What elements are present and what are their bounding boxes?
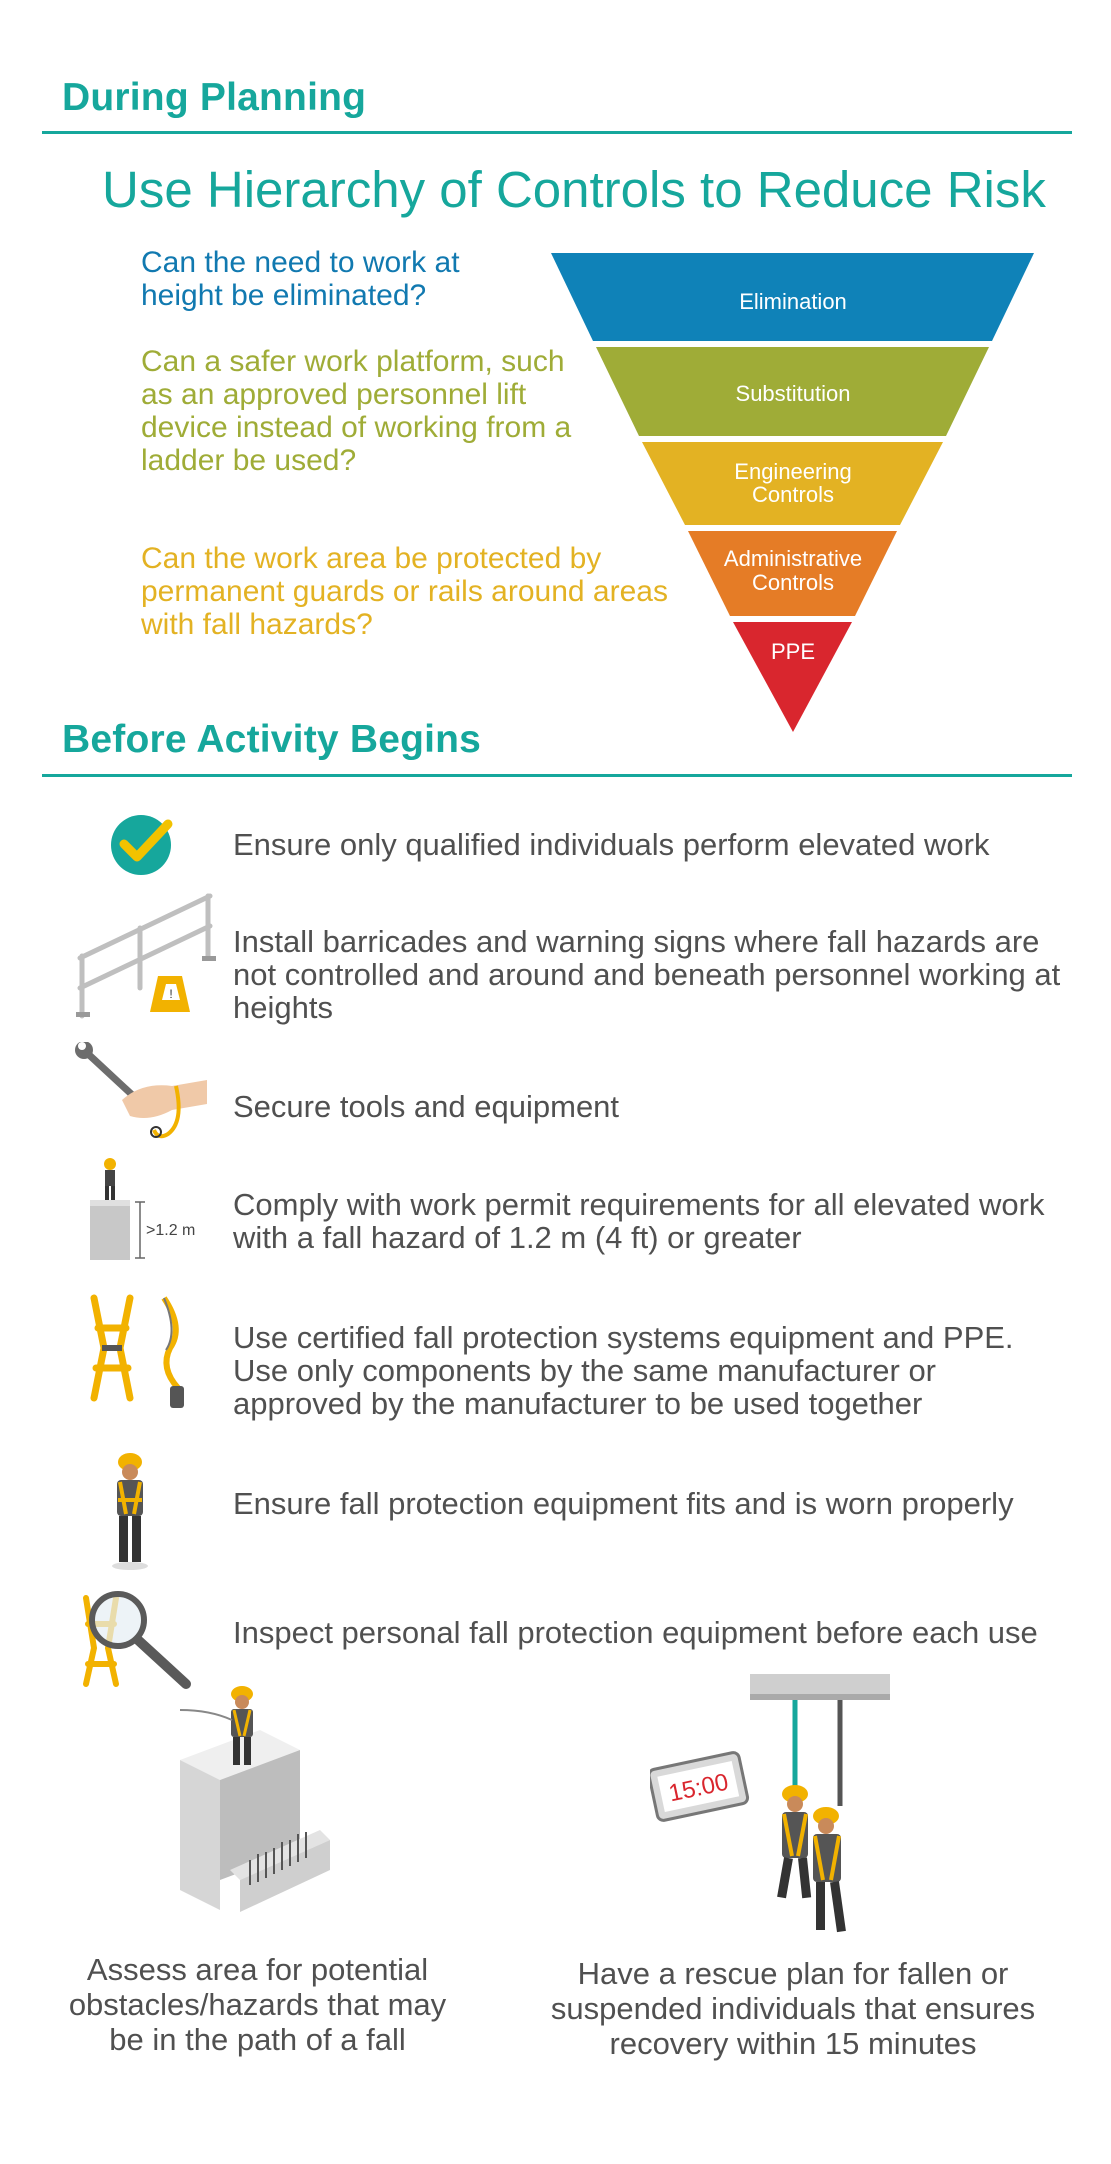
caption-assess-area: Assess area for potential obstacles/hazards that may be in the path of a fall <box>68 1952 447 2057</box>
section-heading-during-planning: During Planning <box>62 76 367 119</box>
height-label: >1.2 m <box>146 1222 196 1239</box>
svg-text:!: ! <box>169 987 173 1001</box>
question-substitution: Can a safer work platform, such as an approved personnel lift device instead of working from a ladder be used? <box>141 345 572 477</box>
page-title: Use Hierarchy of Controls to Reduce Risk <box>102 161 1046 218</box>
pyramid-label-ppe: PPE <box>770 639 816 664</box>
pyramid-label-administrative-2: Controls <box>752 570 834 595</box>
pyramid-label-engineering: Engineering <box>734 459 852 484</box>
checklist-item-barricades: Install barricades and warning signs where fall hazards are not controlled and around and beneath personnel working at heights <box>233 924 1061 1025</box>
harness-lanyard-icon <box>74 1288 214 1418</box>
question-elimination: Can the need to work at height be eliminated? <box>141 246 460 312</box>
magnifier-harness-icon <box>76 1588 196 1692</box>
pyramid-label-substitution: Substitution <box>735 381 851 406</box>
question-engineering: Can the work area be protected by permanent guards or rails around areas with fall hazards? <box>141 542 668 641</box>
pyramid-label-elimination: Elimination <box>739 289 847 314</box>
pyramid-label-administrative: Administrative <box>723 546 863 571</box>
section-heading-before-activity: Before Activity Begins <box>62 718 482 761</box>
section-divider <box>42 131 1072 134</box>
caption-rescue-plan: Have a rescue plan for fallen or suspended individuals that ensures recovery within 15 minutes <box>550 1956 1036 2061</box>
pyramid-label-engineering-2: Controls <box>752 482 834 507</box>
rescue-clock-icon <box>650 1666 900 1946</box>
tethered-wrench-icon <box>72 1042 212 1142</box>
section-divider <box>42 774 1072 777</box>
height-measure-icon <box>80 1148 212 1260</box>
checklist-item-certified-equipment: Use certified fall protection systems equipment and PPE. Use only components by the same manufacturer or approved by the manufacturer to be used together <box>233 1320 1014 1421</box>
worker-harness-icon <box>100 1450 160 1572</box>
checklist-item-qualified: Ensure only qualified individuals perform elevated work <box>233 827 990 862</box>
rescue-clock-display: 15:00 <box>666 1768 731 1808</box>
checkmark-icon <box>110 812 176 876</box>
checklist-item-inspect: Inspect personal fall protection equipment before each use <box>233 1615 1038 1650</box>
hierarchy-pyramid <box>548 250 1038 740</box>
worker-on-ledge-icon <box>170 1680 350 1920</box>
checklist-item-secure-tools: Secure tools and equipment <box>233 1089 620 1124</box>
checklist-item-fit: Ensure fall protection equipment fits and is worn properly <box>233 1486 1014 1521</box>
checklist-item-work-permit: Comply with work permit requirements for all elevated work with a fall hazard of 1.2 m (4 ft) or greater <box>233 1187 1045 1255</box>
barricade-icon <box>70 888 220 1023</box>
